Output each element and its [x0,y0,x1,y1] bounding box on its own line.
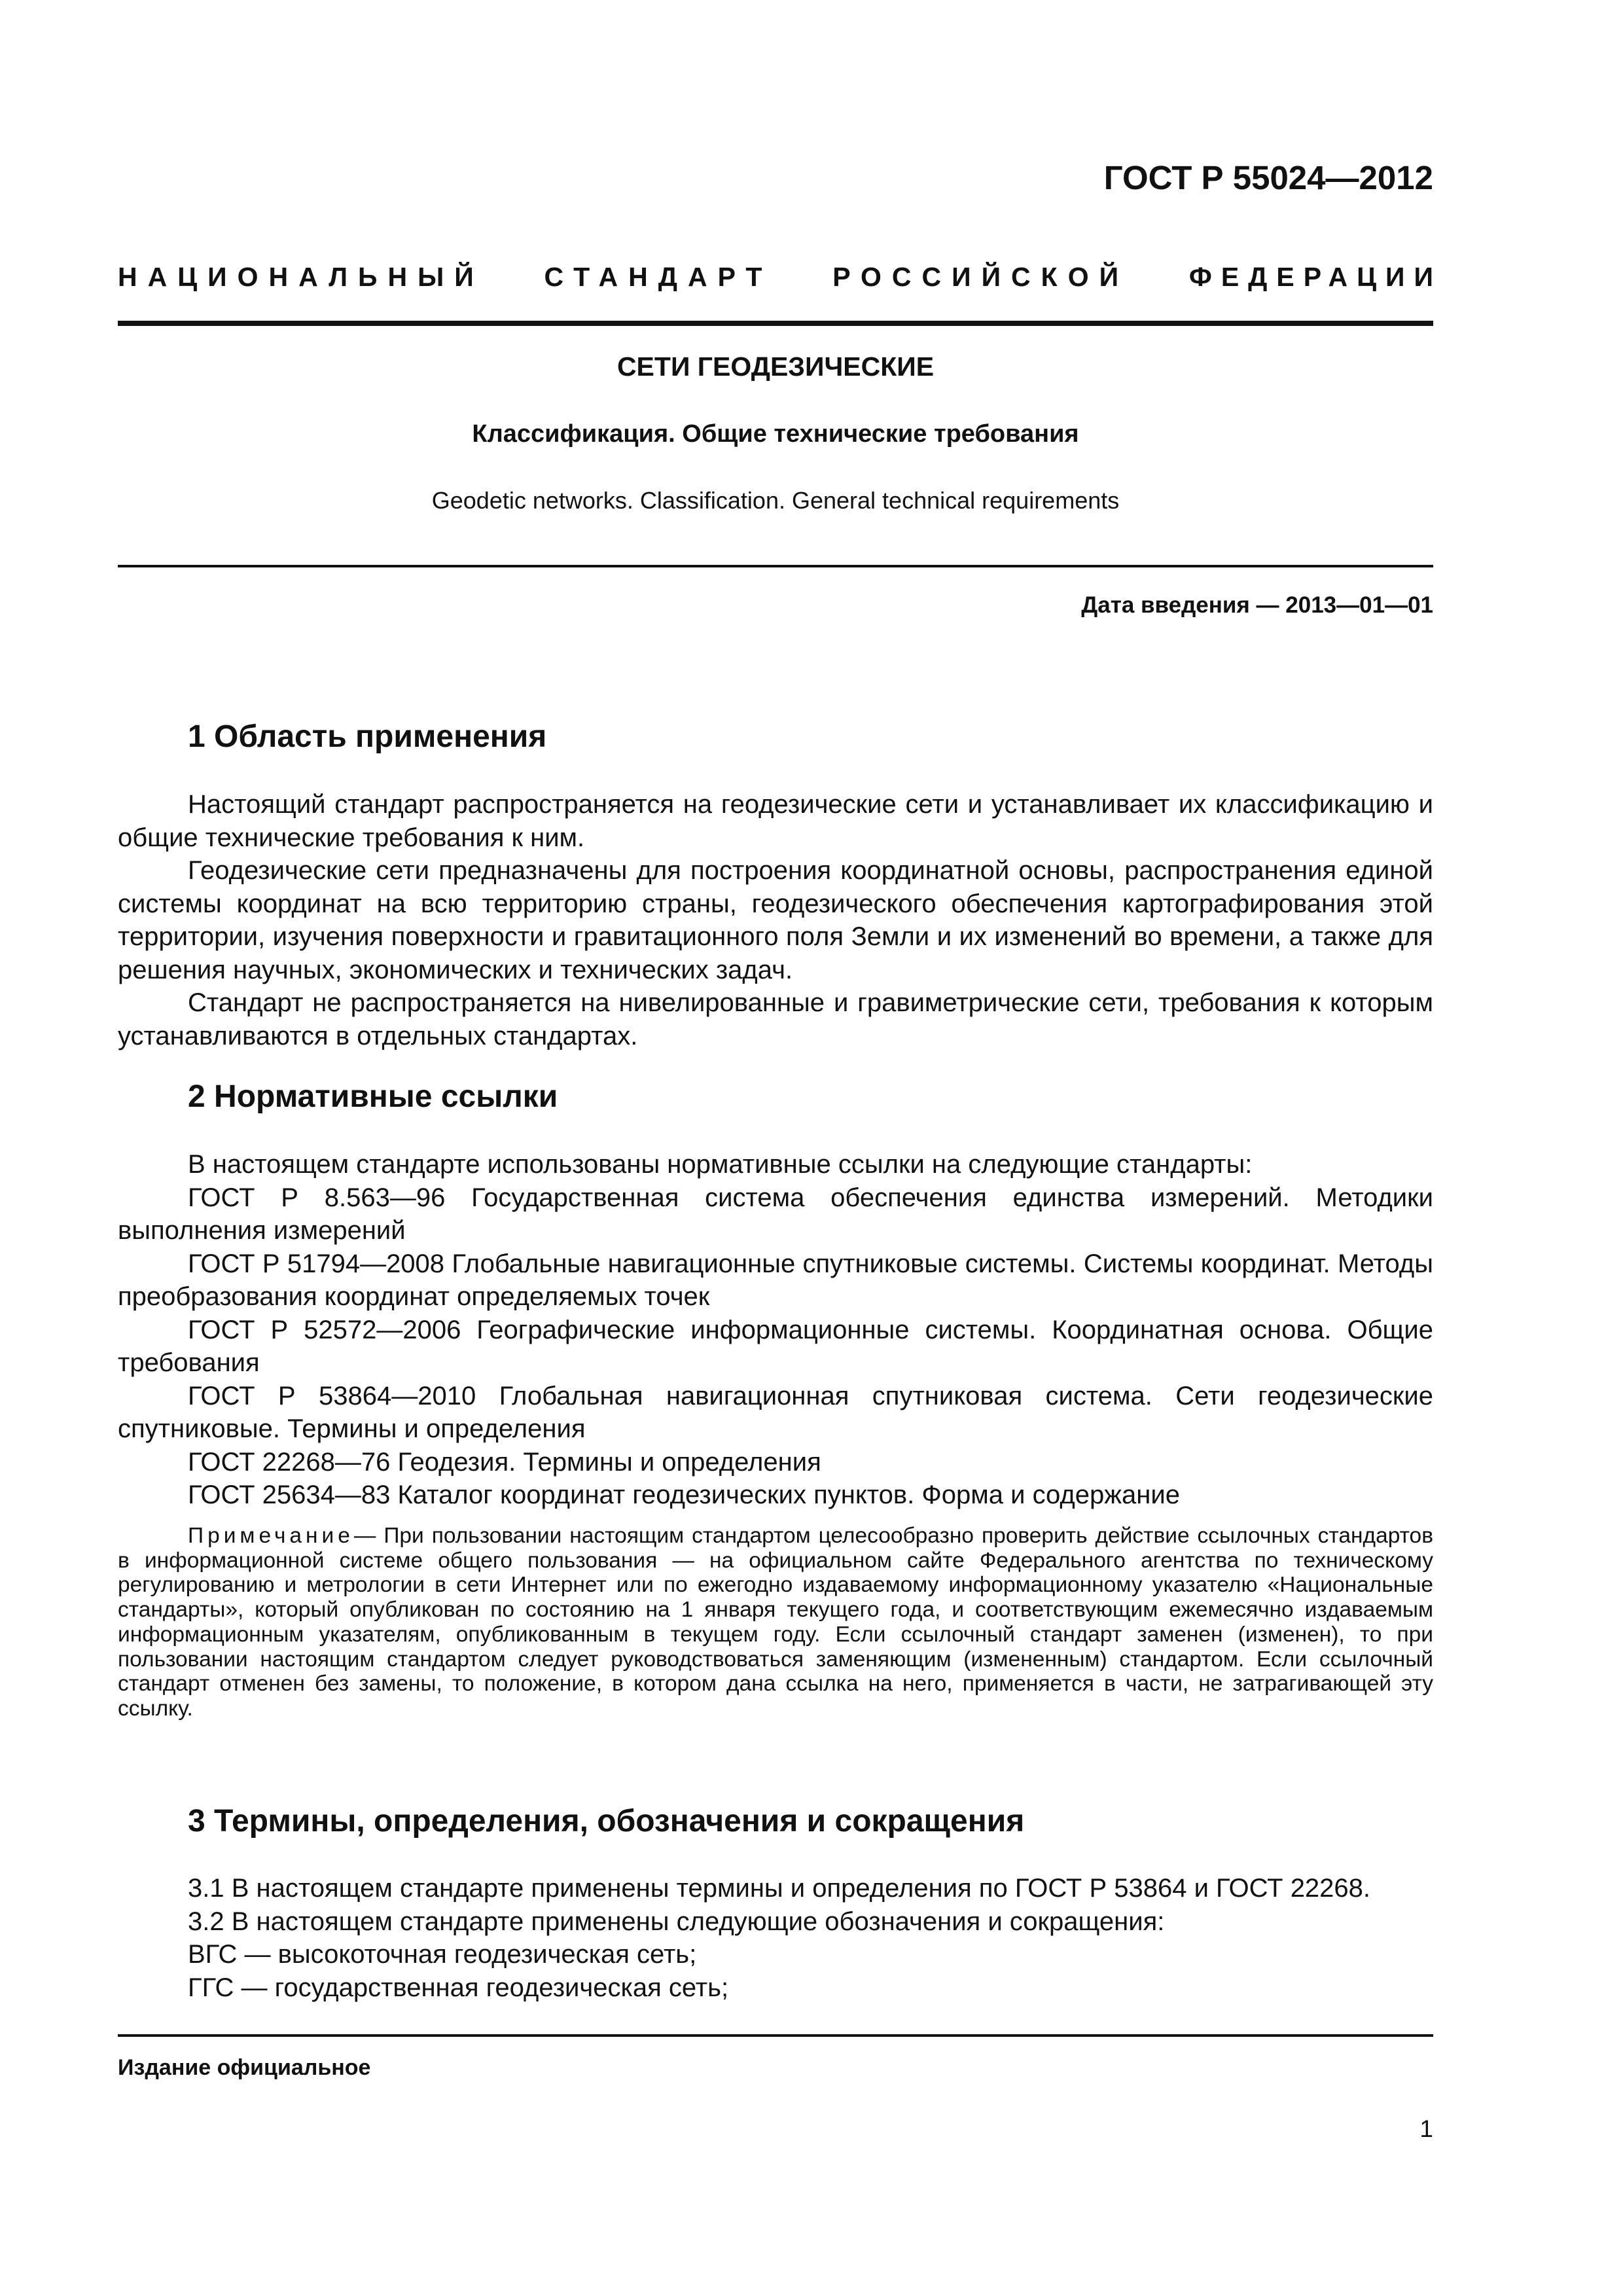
note-label: Примечание [188,1524,354,1548]
introduction-date: Дата введения — 2013—01—01 [1081,592,1433,618]
note-block [118,1524,1433,1721]
paragraph: Стандарт не распространяется на нивелированные и гравиметрические сети, требования к которым устанавливаются в отдельных стандартах. [118,988,1433,1050]
section-1-body [118,788,1433,1052]
document-subtitle: Классификация. Общие технические требования [472,420,1079,448]
page-number: 1 [1419,2115,1433,2142]
section-3-heading: 3 Термины, определения, обозначения и сокращения [188,1804,1025,1839]
official-edition-label: Издание официальное [118,2055,371,2080]
gost-number: ГОСТ Р 55024—2012 [1103,159,1433,196]
normative-reference: ГОСТ Р 53864—2010 Глобальная навигационная спутниковая система. Сети геодезические спутниковые. Термины и определения [118,1381,1433,1443]
document-title-english: Geodetic networks. Classification. General technical requirements [431,487,1120,514]
header-divider-thin [118,565,1433,567]
normative-reference: ГОСТ 25634—83 Каталог координат геодезических пунктов. Форма и содержание [188,1480,1180,1509]
banner-word: СТАНДАРТ [544,262,773,292]
paragraph: В настоящем стандарте использованы нормативные ссылки на следующие стандарты: [188,1150,1253,1179]
normative-reference: ГОСТ Р 8.563—96 Государственная система обеспечения единства измерений. Методики выполнения измерений [118,1183,1433,1245]
section-3-body [118,1872,1433,2004]
paragraph: Геодезические сети предназначены для построения координатной основы, распространения единой системы координат на всю территорию страны, геодезического обеспечения картографирования этой территории, изучения поверхности и гравитационного поля Земли и их изменений во времени, а также для решения научных, экономических и технических задач. [118,856,1433,984]
section-2-heading: 2 Нормативные ссылки [188,1079,558,1114]
section-2-body [118,1148,1433,1512]
paragraph: 3.2 В настоящем стандарте применены следующие обозначения и сокращения: [188,1907,1165,1936]
banner-word: НАЦИОНАЛЬНЫЙ [118,262,484,292]
normative-reference: ГОСТ Р 51794—2008 Глобальные навигационные спутниковые системы. Системы координат. Методы преобразования координат определяемых точек [118,1249,1433,1311]
banner-word: ФЕДЕРАЦИИ [1188,262,1442,292]
section-1-heading: 1 Область применения [188,719,547,754]
note-text: — При пользовании настоящим стандартом целесообразно проверить действие ссылочных стандартов в информационной системе общего пользования — на официальном сайте Федерального агентства по техническому регулированию и метрологии в сети Интернет или по ежегодно издаваемому информационному указателю «Национальные стандарты», который опубликован по состоянию на 1 января текущего года, и соответствующим ежемесячно издаваемым информационным указателям, опубликованным в текущем году. Если ссылочный стандарт заменен (изменен), то при пользовании настоящим стандартом следует руководствоваться заменяющим (измененным) стандартом. Если ссылочный стандарт отменен без замены, то положение, в котором дана ссылка на него, применяется в части, не затрагивающей эту ссылку. [118,1524,1433,1721]
paragraph: 3.1 В настоящем стандарте применены термины и определения по ГОСТ Р 53864 и ГОСТ 22268. [188,1874,1371,1903]
abbreviation-item: ГГС — государственная геодезическая сеть; [188,1973,729,2002]
banner-word: РОССИЙСКОЙ [832,262,1130,292]
header-divider-thick [118,321,1433,326]
national-standard-banner [118,262,1442,293]
normative-reference: ГОСТ 22268—76 Геодезия. Термины и определения [188,1447,821,1477]
paragraph: Настоящий стандарт распространяется на геодезические сети и устанавливает их классификацию и общие технические требования к ним. [118,790,1433,852]
normative-reference: ГОСТ Р 52572—2006 Географические информационные системы. Координатная основа. Общие требования [118,1315,1433,1377]
abbreviation-item: ВГС — высокоточная геодезическая сеть; [188,1940,697,1969]
document-title: СЕТИ ГЕОДЕЗИЧЕСКИЕ [616,351,935,382]
footer-divider [118,2034,1433,2037]
